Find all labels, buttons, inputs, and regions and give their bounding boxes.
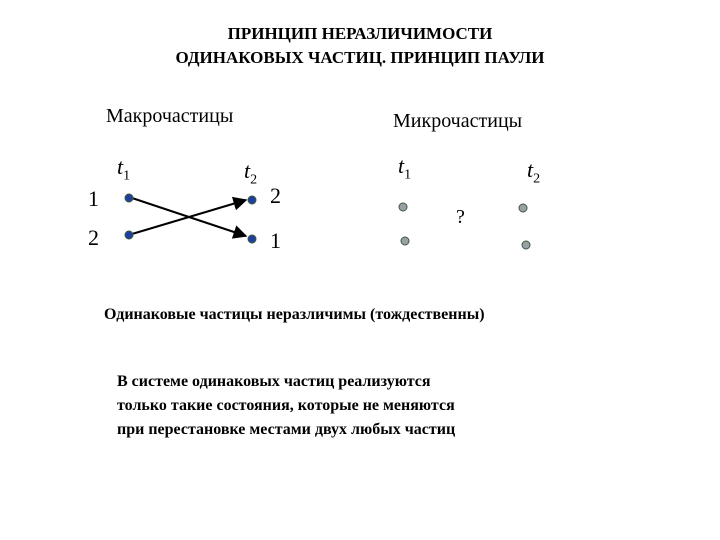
macro-t1-sub: 1	[123, 168, 131, 184]
macro-particle-right-1	[248, 196, 256, 204]
macro-right-label-2: 1	[270, 228, 281, 253]
macro-heading: Макрочастицы	[106, 105, 234, 127]
principle-line-3: при перестановке местами двух любых частиц	[117, 421, 456, 438]
title-line-2: ОДИНАКОВЫХ ЧАСТИЦ. ПРИНЦИП ПАУЛИ	[175, 48, 545, 67]
micro-particle-t1-bottom	[401, 237, 409, 245]
trajectory-2-to-1	[132, 200, 246, 234]
macro-t2-var: t	[244, 158, 251, 183]
macro-t1-var: t	[117, 154, 124, 179]
macro-particle-left-1	[125, 194, 133, 202]
macro-particle-right-2	[248, 235, 256, 243]
macro-left-label-1: 1	[88, 186, 99, 211]
macro-right-label-1: 2	[270, 183, 281, 208]
indistinguishability-statement: Одинаковые частицы неразличимы (тождественны)	[104, 306, 485, 323]
macro-left-label-2: 2	[88, 225, 99, 250]
micro-t2-var: t	[527, 157, 534, 182]
macro-particle-left-2	[125, 231, 133, 239]
micro-t2-sub: 2	[533, 171, 541, 187]
micro-t1-var: t	[398, 153, 405, 178]
micro-particle-t2-top	[519, 204, 527, 212]
micro-particle-t2-bottom	[522, 241, 530, 249]
title-line-1: ПРИНЦИП НЕРАЗЛИЧИМОСТИ	[227, 24, 493, 43]
macro-t2-sub: 2	[250, 172, 258, 188]
principle-line-1: В системе одинаковых частиц реализуются	[117, 373, 431, 390]
unknown-mark: ?	[456, 206, 465, 228]
micro-heading: Микрочастицы	[393, 110, 523, 132]
micro-t1-sub: 1	[404, 167, 412, 183]
micro-particle-t1-top	[399, 203, 407, 211]
principle-line-2: только такие состояния, которые не меняются	[117, 397, 455, 414]
